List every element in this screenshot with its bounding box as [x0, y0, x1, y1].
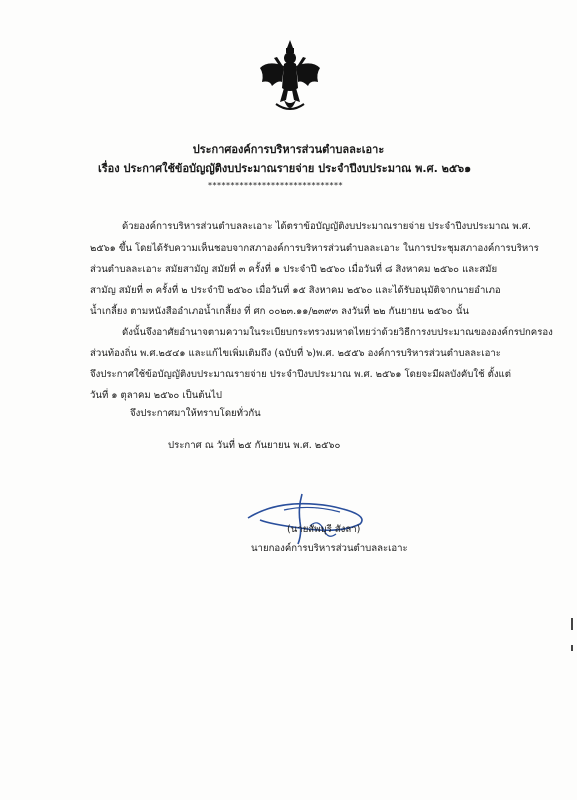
separator-stars: ******************************	[208, 181, 343, 190]
paragraph-line: จึงประกาศใช้ข้อบัญญัติงบประมาณรายจ่าย ประจำปีงบประมาณ พ.ศ. ๒๕๖๑ โดยจะมีผลบังคับใช้ ตั้งแต่	[90, 369, 511, 380]
paragraph-line: ๒๕๖๑ ขึ้น โดยได้รับความเห็นชอบจากสภาองค์การบริหารส่วนตำบลละเอาะ ในการประชุมสภาองค์การบริหาร	[90, 243, 539, 254]
paragraph-line: ส่วนตำบลละเอาะ สมัยสามัญ สมัยที่ ๓ ครั้งที่ ๑ ประจำปี ๒๕๖๐ เมื่อวันที่ ๘ สิงหาคม ๒๕๖๐ และสมัย	[90, 264, 498, 275]
paragraph-line: สามัญ สมัยที่ ๓ ครั้งที่ ๒ ประจำปี ๒๕๖๐ เมื่อวันที่ ๑๕ สิงหาคม ๒๕๖๐ และได้รับอนุมัติจากนายอำเภอ	[90, 285, 501, 296]
announcement-title: ประกาศองค์การบริหารส่วนตำบลละเอาะ	[192, 143, 385, 156]
signer-position: นายกองค์การบริหารส่วนตำบลละเอาะ	[251, 543, 408, 554]
scan-mark	[571, 645, 573, 651]
announcement-subject: เรื่อง ประกาศใช้ข้อบัญญัติงบประมาณรายจ่าย ประจำปีงบประมาณ พ.ศ. ๒๕๖๑	[98, 162, 472, 175]
scan-mark	[571, 618, 573, 630]
garuda-emblem-icon	[258, 38, 322, 118]
announce-line: จึงประกาศมาให้ทราบโดยทั่วกัน	[130, 408, 261, 419]
signer-name: (นายสัพบุรี สังลา)	[287, 524, 361, 535]
date-line: ประกาศ ณ วันที่ ๒๕ กันยายน พ.ศ. ๒๕๖๐	[168, 440, 341, 451]
paragraph-line: น้ำเกลี้ยง ตามหนังสืออำเภอน้ำเกลี้ยง ที่ ศก ๐๐๒๓.๑๑/๒๓๙๓ ลงวันที่ ๒๒ กันยายน ๒๕๖๐ นั้น	[90, 306, 469, 317]
paragraph-line: ด้วยองค์การบริหารส่วนตำบลละเอาะ ได้ตราข้อบัญญัติงบประมาณรายจ่าย ประจำปีงบประมาณ พ.ศ.	[122, 221, 531, 232]
paragraph-line: วันที่ ๑ ตุลาคม ๒๕๖๐ เป็นต้นไป	[90, 390, 222, 401]
paragraph-line: ส่วนท้องถิ่น พ.ศ.๒๕๔๑ และแก้ไขเพิ่มเติมถึง (ฉบับที่ ๖)พ.ศ. ๒๕๕๖ องค์การบริหารส่วนตำบลละเอาะ	[90, 348, 501, 359]
paragraph-line: ดังนั้นจึงอาศัยอำนาจตามความในระเบียบกระทรวงมหาดไทยว่าด้วยวิธีการงบประมาณขององค์กรปกครอง	[122, 327, 553, 338]
